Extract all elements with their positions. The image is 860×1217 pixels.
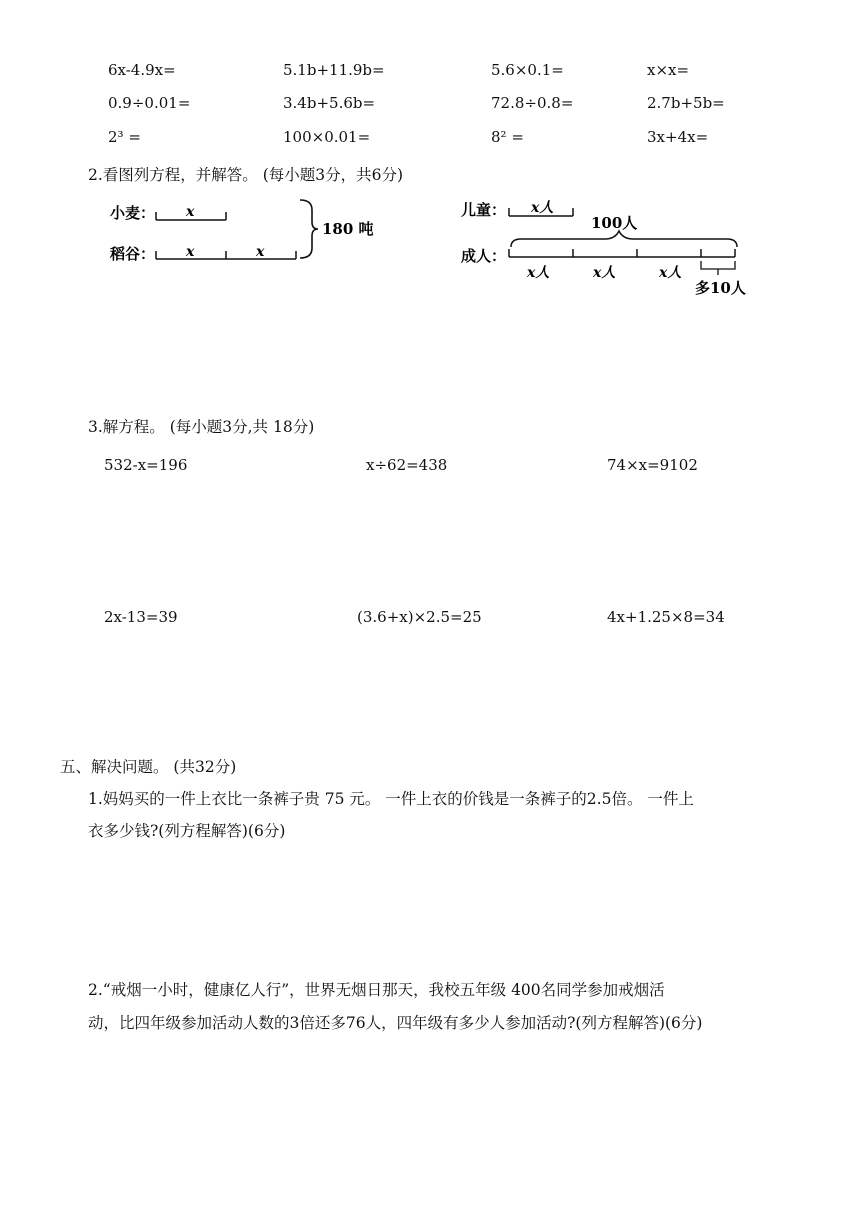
diagram1-total: 180 吨 — [322, 220, 374, 238]
diagram2-var-top: x人 — [531, 200, 554, 216]
problem1-line2: 衣多少钱?(列方程解答)(6分) — [88, 822, 286, 840]
calc-item: 2.7b+5b= — [647, 94, 725, 112]
calc-item: 8² = — [491, 128, 524, 146]
diagram2-total: 100人 — [591, 214, 638, 232]
equation: 74×x=9102 — [607, 456, 698, 474]
diagram2-var-seg: x人 — [593, 265, 616, 281]
diagram1-var: x — [256, 244, 265, 260]
calc-item: 100×0.01= — [283, 128, 371, 146]
calc-item: 2³ = — [108, 128, 141, 146]
section3-heading: 3.解方程。 (每小题3分,共 18分) — [88, 418, 315, 436]
calc-item: 5.6×0.1= — [491, 61, 564, 79]
calc-item: x×x= — [647, 61, 690, 79]
equation: x÷62=438 — [366, 456, 448, 474]
calc-item: 3x+4x= — [647, 128, 709, 146]
line-diagram-children-adults — [455, 195, 755, 300]
calc-item: 3.4b+5.6b= — [283, 94, 376, 112]
calc-item: 6x-4.9x= — [108, 61, 176, 79]
equation: 532-x=196 — [104, 456, 188, 474]
diagram2-label-top: 儿童： — [461, 201, 507, 219]
problem2-line2: 动，比四年级参加活动人数的3倍还多76人，四年级有多少人参加活动?(列方程解答)(6分) — [88, 1014, 703, 1032]
section5-heading: 五、解决问题。 (共32分) — [60, 758, 237, 776]
calc-item: 5.1b+11.9b= — [283, 61, 385, 79]
diagram2-var-seg: x人 — [659, 265, 682, 281]
diagram2-extra: 多10人 — [695, 279, 746, 297]
equation: 2x-13=39 — [104, 608, 178, 626]
diagram1-var: x — [186, 244, 195, 260]
calc-item: 0.9÷0.01= — [108, 94, 191, 112]
diagram1-label-bottom: 稻谷： — [110, 245, 156, 263]
diagram2-var-seg: x人 — [527, 265, 550, 281]
diagram2-label-bottom: 成人： — [461, 247, 507, 265]
equation: (3.6+x)×2.5=25 — [357, 608, 482, 626]
section2-heading: 2.看图列方程，并解答。 (每小题3分，共6分) — [88, 166, 404, 184]
diagram1-var: x — [186, 204, 195, 220]
problem1-line1: 1.妈妈买的一件上衣比一条裤子贵 75 元。 一件上衣的价钱是一条裤子的2.5倍。 一件上 — [88, 790, 694, 808]
line-diagram-wheat-rice — [100, 192, 400, 272]
problem2-line1: 2.“戒烟一小时，健康亿人行”，世界无烟日那天，我校五年级 400名同学参加戒烟活 — [88, 981, 665, 999]
calc-item: 72.8÷0.8= — [491, 94, 574, 112]
equation: 4x+1.25×8=34 — [607, 608, 725, 626]
diagram1-label-top: 小麦： — [110, 204, 156, 222]
